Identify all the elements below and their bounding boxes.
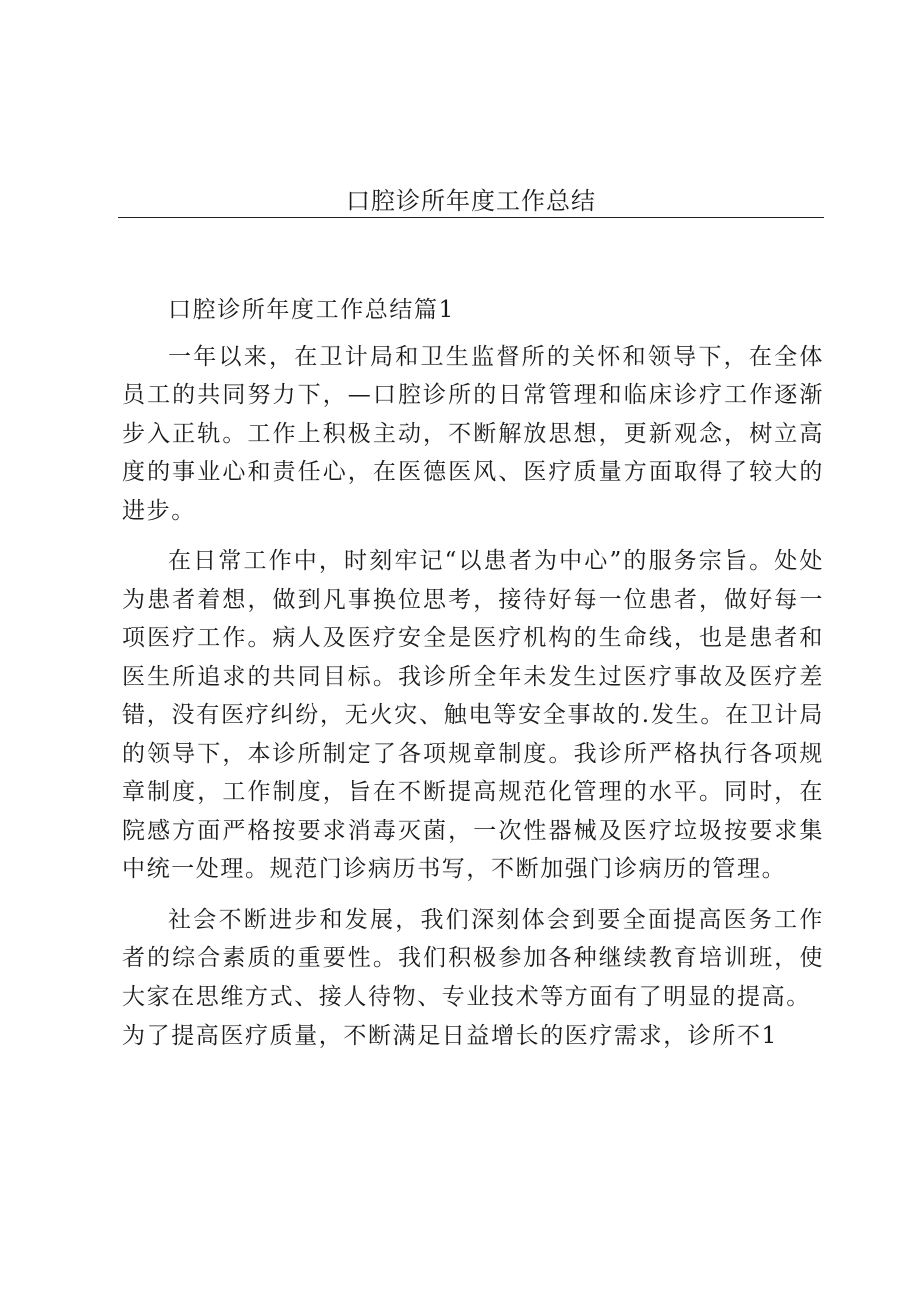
paragraph-2: 在日常工作中，时刻牢记“以患者为中心”的服务宗旨。处处为患者着想，做到凡事换位思考，接待好每一位患者，做好每一项医疗工作。病人及医疗安全是医疗机构的生命线，也是患者和医生所追求的共同目标。我诊所全年未发生过医疗事故及医疗差错，没有医疗纠纷，无火灾、触电等安全事故的.发生。在卫计局的领导下，本诊所制定了各项规章制度。我诊所严格执行各项规章制度，工作制度，旨在不断提高规范化管理的水平。同时，在院感方面严格按要求消毒灭菌，一次性器械及医疗垃圾按要求集中统一处理。规范门诊病历书写，不断加强门诊病历的管理。	[122, 548, 824, 882]
paragraph-3: 社会不断进步和发展，我们深刻体会到要全面提高医务工作者的综合素质的重要性。我们积极参加各种继续教育培训班，使大家在思维方式、接人待物、专业技术等方面有了明显的提高。	[122, 906, 824, 1010]
document-title: 口腔诊所年度工作总结	[346, 187, 596, 215]
paragraph-1: 一年以来，在卫计局和卫生监督所的关怀和领导下，在全体员工的共同努力下，—口腔诊所的日常管理和临床诊疗工作逐渐步入正轨。工作上积极主动，不断解放思想，更新观念，树立高度的事业心和责任心，在医德医风、医疗质量方面取得了较大的进步。	[122, 343, 824, 524]
trailing-line: 为了提高医疗质量，不断满足日益增长的医疗需求，诊所不1	[122, 1023, 778, 1049]
document-body	[122, 291, 824, 1056]
section-heading: 口腔诊所年度工作总结篇1	[168, 297, 455, 323]
title-underline	[118, 217, 824, 218]
